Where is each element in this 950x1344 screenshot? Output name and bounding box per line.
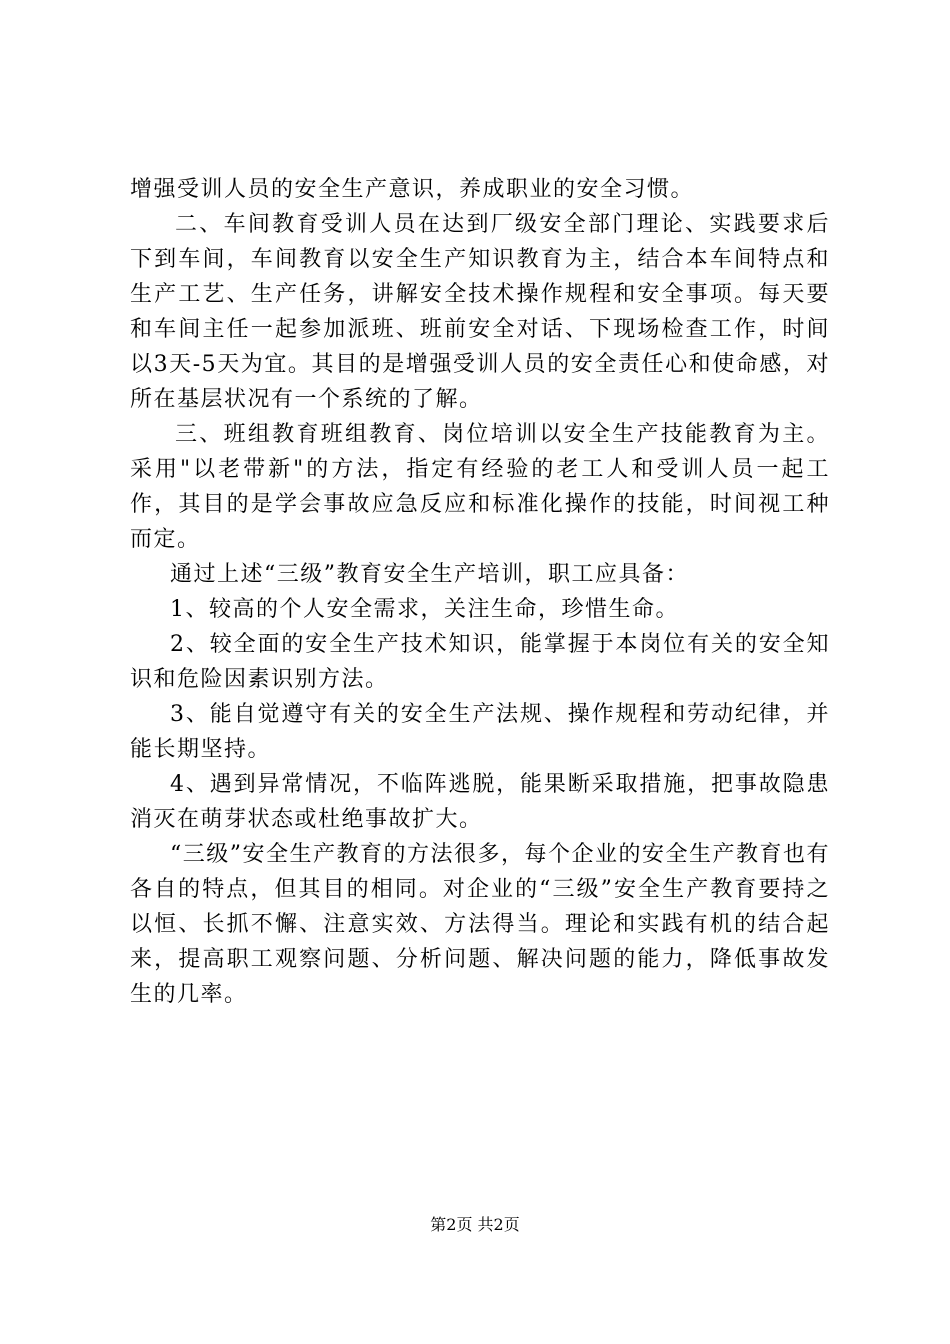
list-item-requirement-2: 2、较全面的安全生产技术知识，能掌握于本岗位有关的安全知识和危险因素识别方法。 <box>130 632 830 692</box>
paragraph-continuation: 增强受训人员的安全生产意识，养成职业的安全习惯。 <box>130 177 695 202</box>
paragraph-requirements-intro: 通过上述“三级”教育安全生产培训，职工应具备： <box>170 562 689 587</box>
list-item-requirement-3: 3、能自觉遵守有关的安全生产法规、操作规程和劳动纪律，并能长期坚持。 <box>130 702 830 762</box>
list-item-requirement-4: 4、遇到异常情况，不临阵逃脱，能果断采取措施，把事故隐患消灭在萌芽状态或杜绝事故扩大。 <box>130 772 830 832</box>
page-number-footer: 第2页 共2页 <box>430 1215 520 1234</box>
paragraph-workshop-education: 二、车间教育受训人员在达到厂级安全部门理论、实践要求后下到车间，车间教育以安全生产知识教育为主，结合本车间特点和生产工艺、生产任务，讲解安全技术操作规程和安全事项。每天要和车间主任一起参加派班、班前安全对话、下现场检查工作，时间以3天-5天为宜。其目的是增强受训人员的安全责任心和使命感，对所在基层状况有一个系统的了解。 <box>130 212 830 412</box>
paragraph-conclusion: “三级”安全生产教育的方法很多，每个企业的安全生产教育也有各自的特点，但其目的相同。对企业的“三级”安全生产教育要持之以恒、长抓不懈、注意实效、方法得当。理论和实践有机的结合起来，提高职工观察问题、分析问题、解决问题的能力，降低事故发生的几率。 <box>130 842 830 1007</box>
list-item-requirement-1: 1、较高的个人安全需求，关注生命，珍惜生命。 <box>170 597 679 622</box>
paragraph-team-education: 三、班组教育班组教育、岗位培训以安全生产技能教育为主。采用"以老带新"的方法，指定有经验的老工人和受训人员一起工作，其目的是学会事故应急反应和标准化操作的技能，时间视工种而定。 <box>130 422 830 552</box>
document-body <box>130 172 830 1012</box>
